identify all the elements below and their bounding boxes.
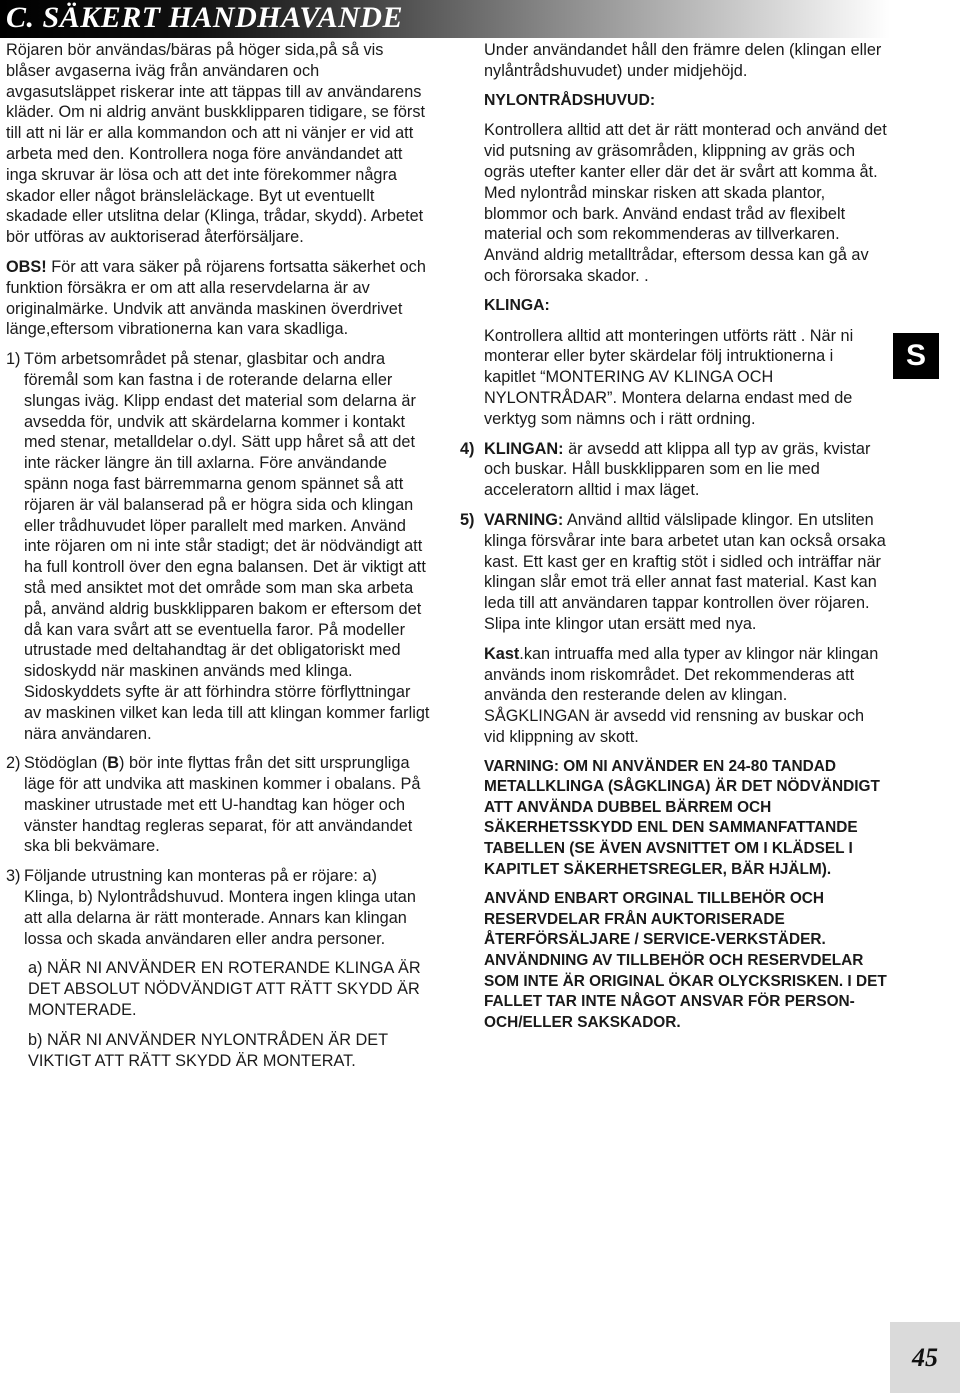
intro-paragraph: Röjaren bör användas/bäras på höger sida,på så vis blåser avgaserna iväg från användaren och avgasutsläppet riskerar inte att täppas till av användarens kläder. Om ni aldrig använt buskklipparen tidigare, se först till att ni lär er alla kommandon och att ni vänjer er vid att arbeta med den. Kontrollera noga före användandet att inga skruvar är lösa och att det inte förekommer några skador eller något bränsleläckage. Byt ut eventuellt skadade eller utslitna delar (Klinga, trådar, skydd). Arbetet bör utföras av auktoriserad återförsäljare. [6,41,426,247]
list-item-4-text: är avsedd att klippa all typ av gräs, kvistar och buskar. Håll buskklipparen som en lie med acceleratorn alltid i max läget. [484,439,871,500]
right-column [460,40,889,1042]
page-number: 45 [912,1343,938,1372]
list-item-5-number: 5) [460,510,475,529]
language-tab: S [893,333,939,379]
list-item-1-text: Töm arbetsområdet på stenar, glasbitar och andra föremål som kan fastna i de roterande delarna eller slungas iväg. Klipp endast det material som delarna är avsedda för, undvik att skärdelarna kommer i kontakt med stenar, metalldelar o.dyl. Sätt upp håret så att det inte räcker längre än till axlarna. Före användande spänn noga fast bärremmarna genom spännet så att röjaren är väl balanserad på er högra sida och klingan eller trådhuvudet löper parallelt med marken. Använd inte röjaren om ni inte står stadigt; det är nödvändigt att ha full kontroll över den egna balansen. Det är viktigt att stå med ansiktet mot det område som man ska arbeta på, använd aldrig buskklipparen bakom er eftersom det då kan vara svårt att se eventuella faror. På modeller utrustade med deltahandtag är det obligatoriskt med sidoskydd när maskinen används med klinga. Sidoskyddets syfte är att förhindra större förflyttningar av maskinen vilket kan leda till att klingan kommer farligt nära användaren. [24,350,430,743]
list-item-4-label: KLINGAN: [484,439,564,458]
klinga-heading: KLINGA: [484,296,550,314]
list-item-5 [460,510,889,635]
kast-label: Kast [484,644,520,663]
page-number-box [890,1322,960,1393]
list-item-3-text: Följande utrustning kan monteras på er röjare: a) Klinga, b) Nylontrådshuvud. Montera ingen klinga utan att alla delarna är rätt monterade. Annars kan klingan lossa och skada användaren eller andra personer. [24,867,416,948]
list-item-5-label: VARNING: [484,510,564,529]
list-item-4 [460,439,889,501]
list-item-1-number: 1) [6,350,21,369]
warning-paragraph: VARNING: OM NI ANVÄNDER EN 24-80 TANDAD METALLKLINGA (SÅGKLINGA) ÄR DET NÖDVÄNDIGT ATT ANVÄNDA DUBBEL BÄRREM OCH SÄKERHETSSKYDD ENL DEN SAMMANFATTANDE TABELLEN (SE ÄVEN AVSNITTET OM I KLÄDSEL I KAPITLET SÄKERHETSREGLER, BÄR HJÄLM). [484,757,880,878]
list-item-2-text-b: B [107,754,120,773]
sub-item-a: a) NÄR NI ANVÄNDER EN ROTERANDE KLINGA ÄR DET ABSOLUT NÖDVÄNDIGT ATT RÄTT SKYDD ÄR MONTERADE. [28,959,421,1020]
obs-text: För att vara säker på röjarens fortsatta säkerhet och funktion försäkra er om att alla reservdelarna är av originalmärke. Undvik att använda maskinen överdrivet länge,eftersom vibrationerna kan vara skadliga. [6,257,426,339]
list-item-4-number: 4) [460,439,475,458]
original-parts-warning: ANVÄND ENBART ORGINAL TILLBEHÖR OCH RESERVDELAR FRÅN AUKTORISERADE ÅTERFÖRSÄLJARE / SERVICE-VERKSTÄDER. ANVÄNDNING AV TILLBEHÖR OCH RESERVDELAR SOM INTE ÄR ORIGINAL ÖKAR OLYCKSRISKEN. I DET FALLET TAR INTE NÅGOT ANSVAR FÖR PERSON- OCH/ELLER SAKSKADOR. [484,890,887,1031]
list-item-3-number: 3) [6,867,21,886]
nylon-heading: NYLONTRÅDSHUVUD: [484,91,656,109]
obs-paragraph [6,257,431,340]
section-header [0,0,890,38]
kast-paragraph [484,644,889,706]
nylon-paragraph: Kontrollera alltid att det är rätt monterad och använd det vid putsning av gräsområden, klippning av gräs och ogräs utefter kanter eller där det är svårt att komma åt. Med nylontråd minskar risken att skada plantor, blommor och bark. Använd endast tråd av flexibelt material och som rekommenderas av tillverkaren. Använd aldrig metalltrådar, eftersom dessa kan gå av och förorsaka skador. . [484,121,887,285]
klinga-paragraph: Kontrollera alltid att monteringen utförts rätt . När ni monterar eller byter skärdelar följ intruktionerna i kapitlet “MONTERING AV KLINGA OCH NYLONTRÅDAR”. Montera delarna endast med de verktyg som nämns och i rätt ordning. [484,326,854,428]
sagklinga-paragraph: SÅGKLINGAN är avsedd vid rensning av buskar och vid klippning av skott. [484,707,865,746]
sub-item-b: b) NÄR NI ANVÄNDER NYLONTRÅDEN ÄR DET VIKTIGT ATT RÄTT SKYDD ÄR MONTERAT. [28,1030,388,1070]
list-item-1 [6,349,431,744]
section-title: C. SÄKERT HANDHAVANDE [6,1,403,34]
list-item-3 [6,866,431,949]
list-item-2-text-a: Stödöglan ( [24,754,108,773]
kast-text: .kan intruaffa med alla typer av klingor när klingan används inom riskområdet. Det rekommenderas att använda den resterande delen av klingan. [484,644,879,705]
obs-label: OBS! [6,257,47,276]
list-item-5-text: Använd alltid välslipade klingor. En utsliten klinga försvårar inte bara arbetet utan kan också orsaka kast. Ett kast ger en kraftig stöt i sidled och inträffar när klingan slår emot trä eller annat fast material. Kast kan leda till att användaren tappar kontrollen över röjaren. Slipa inte klingor utan ersätt med nya. [484,510,886,633]
list-item-2-text-c: ) bör inte flyttas från det sitt ursprungliga läge för att undvika att maskinen kommer i obalans. På maskiner utrustade met ett U-handtag kan höger och vänster handtag regleras separat, för att användandet ska bli bekvämare. [24,754,421,856]
right-intro-paragraph: Under användandet håll den främre delen (klingan eller nylåntrådshuvudet) under midjehöjd. [484,41,882,80]
list-item-2-number: 2) [6,754,21,773]
left-column [6,40,431,1080]
list-item-2 [6,753,431,857]
